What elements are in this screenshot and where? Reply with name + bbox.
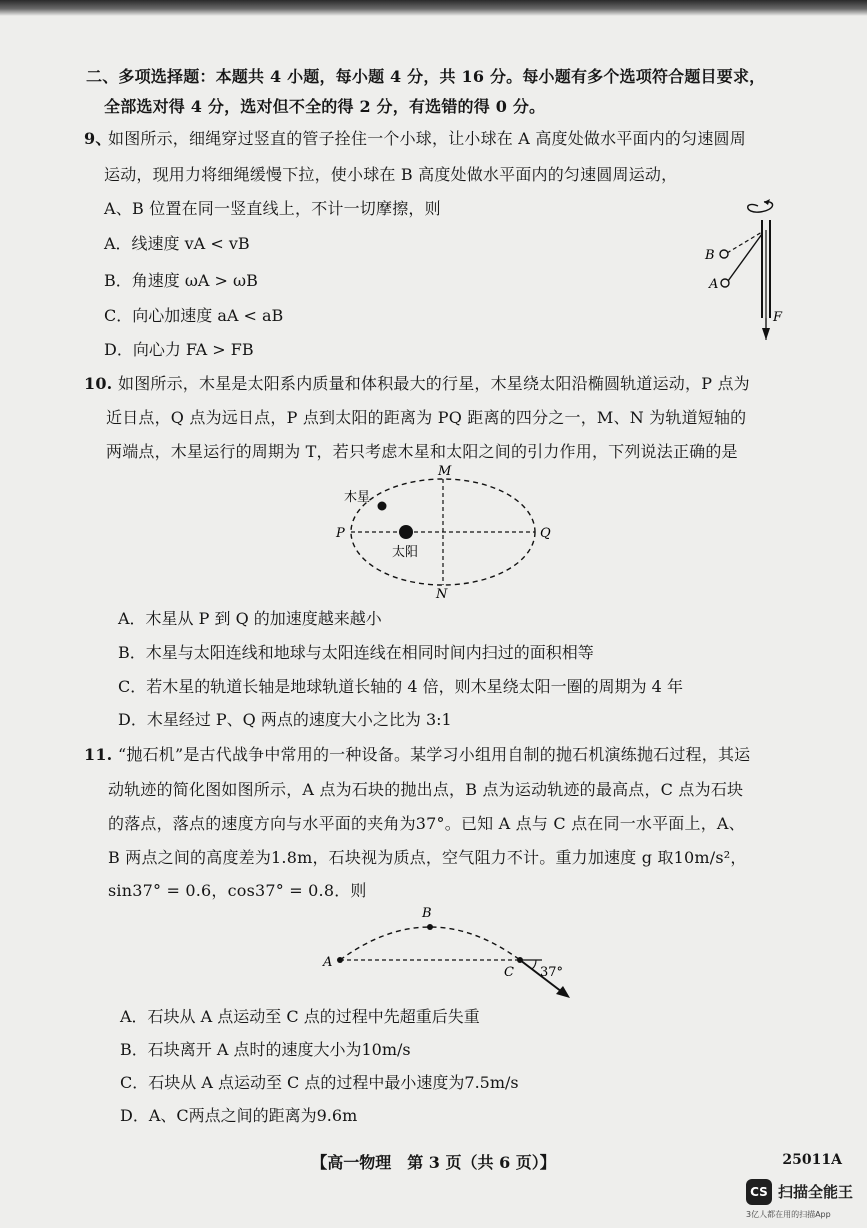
q9-option-c: C．向心加速度 aA < aB (104, 306, 284, 325)
ball-b (720, 250, 728, 258)
footer-page-label: 【高一物理 第 3 页（共 6 页）】 (311, 1153, 556, 1172)
q11-stem-line1: “抛石机”是古代战争中常用的一种设备。某学习小组用自制的抛石机演练抛石过程，其运 (118, 745, 751, 764)
page-footer (0, 1150, 867, 1174)
section-header-line1: 二、多项选择题：本题共 4 小题，每小题 4 分，共 16 分。每小题有多个选项符合题目要求， (86, 67, 766, 86)
q9-number: 9、 (84, 129, 112, 148)
q10-option-d: D．木星经过 P、Q 两点的速度大小之比为 3:1 (118, 710, 452, 729)
q9-label-a: A (709, 277, 719, 292)
camscanner-logo-icon: CS (746, 1179, 772, 1205)
jupiter-dot (378, 502, 387, 511)
q9-label-b: B (705, 248, 715, 263)
string-to-a (728, 234, 762, 281)
q11-label-c: C (504, 965, 514, 980)
angle-arc (532, 960, 536, 969)
q10-option-c: C．若木星的轨道长轴是地球轨道长轴的 4 倍，则木星绕太阳一圈的周期为 4 年 (118, 677, 683, 696)
q9-stem-line3: A、B 位置在同一竖直线上，不计一切摩擦，则 (104, 199, 441, 218)
q10-label-m: M (438, 464, 452, 479)
q9-label-f: F (773, 310, 783, 325)
q11-stem-line3: 的落点，落点的速度方向与水平面的夹角为37°。已知 A 点与 C 点在同一水平面上，A、 (108, 814, 745, 833)
q11-label-a: A (323, 955, 333, 970)
q11-label-angle: 37° (540, 965, 564, 980)
q11-stem-line2: 动轨迹的简化图如图所示，A 点为石块的抛出点，B 点为运动轨迹的最高点，C 点为石块 (108, 780, 744, 799)
q9-option-a: A．线速度 vA < vB (104, 234, 250, 253)
q10-label-jupiter: 木星 (344, 490, 371, 505)
q10-label-sun: 太阳 (392, 545, 419, 560)
ball-a (721, 279, 729, 287)
q11-label-b: B (422, 906, 432, 921)
q10-label-p: P (336, 526, 345, 541)
q9-option-d: D．向心力 FA > FB (104, 340, 254, 359)
q9-stem-line2: 运动，现用力将细绳缓慢下拉，使小球在 B 高度处做水平面内的匀速圆周运动， (104, 165, 678, 184)
string-to-b (727, 232, 762, 253)
q11-figure (318, 900, 588, 1000)
q10-label-n: N (436, 587, 448, 602)
q10-stem-line2: 近日点，Q 点为远日点，P 点到太阳的距离为 PQ 距离的四分之一，M、N 为轨道短轴的 (106, 408, 747, 427)
q10-figure (330, 462, 570, 602)
scanner-watermark (746, 1177, 858, 1222)
q10-stem-line3: 两端点，木星运行的周期为 T，若只考虑木星和太阳之间的引力作用，下列说法正确的是 (106, 442, 738, 461)
footer-exam-code: 25011A (782, 1152, 842, 1168)
sun-dot (399, 525, 413, 539)
q10-option-b: B．木星与太阳连线和地球与太阳连线在相同时间内扫过的面积相等 (118, 643, 594, 662)
q10-option-a: A．木星从 P 到 Q 的加速度越来越小 (118, 609, 382, 628)
watermark-tagline: 3亿人都在用的扫描App (746, 1210, 831, 1219)
q9-figure (690, 190, 810, 360)
q11-number: 11. (84, 745, 113, 764)
q11-option-a: A．石块从 A 点运动至 C 点的过程中先超重后失重 (120, 1007, 480, 1026)
scan-top-edge (0, 0, 867, 16)
rotation-arrow-icon (748, 202, 773, 212)
q10-label-q: Q (540, 526, 551, 541)
q11-stem-line4: B 两点之间的高度差为1.8m，石块视为质点，空气阻力不计。重力加速度 g 取10m/s²， (108, 848, 747, 867)
q9-stem-line1: 如图所示，细绳穿过竖直的管子拴住一个小球，让小球在 A 高度处做水平面内的匀速圆周 (108, 129, 746, 148)
q9-option-b: B．角速度 ωA > ωB (104, 271, 258, 290)
q11-option-c: C．石块从 A 点运动至 C 点的过程中最小速度为7.5m/s (120, 1073, 519, 1092)
section-header-line2: 全部选对得 4 分，选对但不全的得 2 分，有选错的得 0 分。 (104, 97, 546, 116)
force-arrow-icon (762, 328, 770, 340)
q11-option-b: B．石块离开 A 点时的速度大小为10m/s (120, 1040, 411, 1059)
q11-stem-line5: sin37° = 0.6，cos37° = 0.8．则 (108, 881, 367, 900)
q11-option-d: D．A、C两点之间的距离为9.6m (120, 1106, 358, 1125)
trajectory-curve (340, 927, 520, 960)
q10-number: 10. (84, 374, 113, 393)
point-a-dot (337, 957, 343, 963)
point-b-dot (427, 924, 433, 930)
q10-stem-line1: 如图所示，木星是太阳系内质量和体积最大的行星，木星绕太阳沿椭圆轨道运动，P 点为 (118, 374, 750, 393)
watermark-app-name: 扫描全能王 (778, 1183, 854, 1201)
